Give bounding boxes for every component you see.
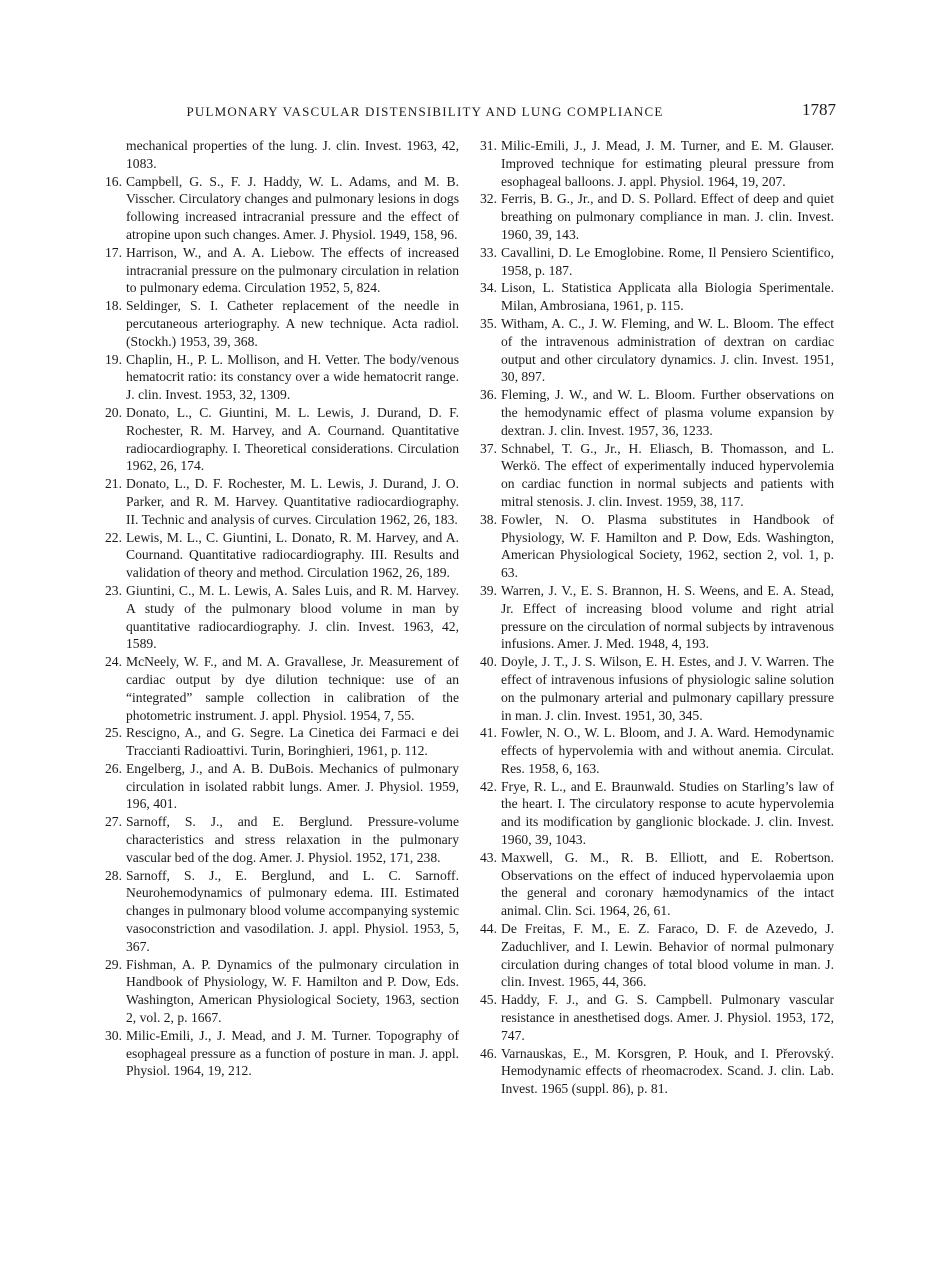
reference-text: Lewis, M. L., C. Giuntini, L. Donato, R. M. Harvey, and A. Cournand. Quantitative radiocardiography. III. Results and validation of theory and method. Circulation 1962, 26, 189. bbox=[126, 529, 459, 581]
reference-number: 22. bbox=[105, 529, 122, 545]
reference-item bbox=[104, 653, 459, 724]
reference-number: 40. bbox=[480, 654, 497, 670]
reference-item bbox=[104, 404, 459, 475]
reference-item bbox=[479, 190, 834, 243]
reference-text: Campbell, G. S., F. J. Haddy, W. L. Adams, and M. B. Visscher. Circulatory changes and pulmonary lesions in dogs following increased intracranial pressure and the effect of atropine upon such changes. Amer. J. Physiol. 1949, 158, 96. bbox=[126, 173, 459, 242]
reference-text: Ferris, B. G., Jr., and D. S. Pollard. Effect of deep and quiet breathing on pulmonary compliance in man. J. clin. Invest. 1960, 39, 143. bbox=[501, 191, 834, 242]
reference-text: Fleming, J. W., and W. L. Bloom. Further observations on the hemodynamic effect of plasma volume expansion by dextran. J. clin. Invest. 1957, 36, 1233. bbox=[501, 387, 834, 438]
reference-text: Fishman, A. P. Dynamics of the pulmonary circulation in Handbook of Physiology, W. F. Hamilton and P. Dow, Eds. Washington, American Physiological Society, 1963, section 2, vol. 2, p. 1667. bbox=[126, 956, 459, 1026]
reference-text: Giuntini, C., M. L. Lewis, A. Sales Luis, and R. M. Harvey. A study of the pulmonary blood volume in man by quantitative radiocardiography. J. clin. Invest. 1963, 42, 1589. bbox=[126, 582, 459, 652]
reference-item bbox=[479, 315, 834, 386]
page-header bbox=[104, 100, 836, 124]
reference-text: Doyle, J. T., J. S. Wilson, E. H. Estes, and J. V. Warren. The effect of intravenous infusions of physiologic saline solution on the pulmonary arterial and pulmonary capillary pressure in man. J. clin. Invest. 1951, 30, 345. bbox=[501, 654, 834, 723]
reference-item bbox=[479, 279, 834, 315]
running-title: PULMONARY VASCULAR DISTENSIBILITY AND LUNG COMPLIANCE bbox=[186, 104, 664, 119]
reference-item bbox=[104, 867, 459, 956]
reference-number: 31. bbox=[480, 138, 497, 153]
reference-item bbox=[104, 173, 459, 244]
reference-text: Seldinger, S. I. Catheter replacement of the needle in percutaneous arteriography. A new technique. Acta radiol. (Stockh.) 1953, 39, 368. bbox=[126, 298, 459, 349]
reference-number: 27. bbox=[105, 814, 122, 830]
reference-number: 29. bbox=[105, 956, 122, 972]
reference-item bbox=[104, 297, 459, 350]
reference-text: Sarnoff, S. J., E. Berglund, and L. C. Sarnoff. Neurohemodynamics of pulmonary edema. III. Estimated changes in pulmonary blood volume accompanying systemic vasoconstriction and vasodilation. J. appl. Physiol. 1953, 5, 367. bbox=[126, 867, 459, 954]
reference-number: 42. bbox=[480, 778, 497, 794]
reference-number: 24. bbox=[105, 654, 122, 670]
reference-text: Chaplin, H., P. L. Mollison, and H. Vetter. The body/venous hematocrit ratio: its constancy over a wide hematocrit range. J. clin. Invest. 1953, 32, 1309. bbox=[126, 351, 459, 403]
reference-number: 20. bbox=[105, 404, 122, 420]
reference-item bbox=[479, 511, 834, 582]
reference-item bbox=[479, 653, 834, 724]
reference-text: Lison, L. Statistica Applicata alla Biologia Sperimentale. Milan, Ambrosiana, 1961, p. 115. bbox=[501, 280, 834, 314]
reference-text: Warren, J. V., E. S. Brannon, H. S. Weens, and E. A. Stead, Jr. Effect of increasing blood volume and right atrial pressure on the circulation of normal subjects by intravenous infusions. Amer. J. Med. 1948, 4, 193. bbox=[501, 582, 834, 652]
reference-number: 35. bbox=[480, 315, 497, 331]
reference-number: 32. bbox=[480, 191, 497, 207]
reference-item bbox=[104, 244, 459, 297]
reference-number: 30. bbox=[105, 1027, 122, 1043]
reference-item bbox=[479, 244, 834, 280]
reference-item bbox=[104, 724, 459, 760]
reference-item bbox=[479, 440, 834, 511]
reference-number: 23. bbox=[105, 582, 122, 598]
reference-text: Sarnoff, S. J., and E. Berglund. Pressure-volume characteristics and stress relaxation in the pulmonary vascular bed of the dog. Amer. J. Physiol. 1952, 171, 238. bbox=[126, 814, 459, 865]
reference-number: 18. bbox=[105, 298, 122, 314]
reference-text: Milic-Emili, J., J. Mead, J. M. Turner, and E. M. Glauser. Improved technique for estimating pleural pressure from esophageal balloons. J. appl. Physiol. 1964, 19, 207. bbox=[501, 138, 834, 189]
right-reference-column bbox=[479, 137, 834, 1098]
reference-number: 45. bbox=[480, 992, 497, 1008]
reference-number: 38. bbox=[480, 511, 497, 527]
reference-number: 21. bbox=[105, 476, 122, 492]
reference-number: 25. bbox=[105, 725, 122, 741]
reference-text: Varnauskas, E., M. Korsgren, P. Houk, and I. Přerovský. Hemodynamic effects of rheomacrodex. Scand. J. clin. Lab. Invest. 1965 (suppl. 86), p. 81. bbox=[501, 1045, 834, 1097]
reference-text: Donato, L., C. Giuntini, M. L. Lewis, J. Durand, D. F. Rochester, R. M. Harvey, and A. Cournand. Quantitative radiocardiography. I. Theoretical considerations. Circulation 1962, 26, 174. bbox=[126, 404, 459, 474]
reference-item bbox=[479, 137, 834, 190]
reference-number: 26. bbox=[105, 760, 122, 776]
reference-text: Cavallini, D. Le Emoglobine. Rome, Il Pensiero Scientifico, 1958, p. 187. bbox=[501, 244, 834, 278]
reference-item bbox=[479, 724, 834, 777]
reference-text: Harrison, W., and A. A. Liebow. The effects of increased intracranial pressure on the pulmonary circulation in relation to pulmonary edema. Circulation 1952, 5, 824. bbox=[126, 244, 459, 296]
reference-item bbox=[104, 1027, 459, 1080]
reference-number: 19. bbox=[105, 351, 122, 367]
reference-number: 33. bbox=[480, 244, 497, 260]
page-number: 1787 bbox=[802, 100, 836, 119]
reference-number: 17. bbox=[105, 244, 122, 260]
reference-text: Engelberg, J., and A. B. DuBois. Mechanics of pulmonary circulation in isolated rabbit lungs. Amer. J. Physiol. 1959, 196, 401. bbox=[126, 760, 459, 812]
reference-item bbox=[479, 778, 834, 849]
reference-item bbox=[479, 582, 834, 653]
left-reference-column bbox=[104, 137, 459, 1080]
reference-text: De Freitas, F. M., E. Z. Faraco, D. F. de Azevedo, J. Zaduchliver, and I. Lewin. Behavior of normal pulmonary circulation during changes of total blood volume in man. J. clin. Invest. 1965, 44, 366. bbox=[501, 921, 834, 990]
reference-text: Schnabel, T. G., Jr., H. Eliasch, B. Thomasson, and L. Werkö. The effect of experimentally induced hypervolemia on cardiac function in normal subjects and patients with mitral stenosis. J. clin. Invest. 1959, 38, 117. bbox=[501, 440, 834, 509]
reference-number: 37. bbox=[480, 440, 497, 456]
reference-text: Milic-Emili, J., J. Mead, and J. M. Turner. Topography of esophageal pressure as a function of posture in man. J. appl. Physiol. 1964, 19, 212. bbox=[126, 1027, 459, 1079]
reference-item bbox=[104, 529, 459, 582]
reference-item bbox=[479, 991, 834, 1044]
reference-item bbox=[479, 920, 834, 991]
reference-continuation: mechanical properties of the lung. J. clin. Invest. 1963, 42, 1083. bbox=[126, 138, 459, 171]
reference-item bbox=[104, 760, 459, 813]
reference-number: 41. bbox=[480, 725, 497, 741]
reference-item bbox=[104, 813, 459, 866]
reference-text: Fowler, N. O. Plasma substitutes in Handbook of Physiology, W. F. Hamilton and P. Dow, Eds. Washington, American Physiological Society, 1962, section 2, vol. 1, p. 63. bbox=[501, 511, 834, 581]
reference-item bbox=[479, 849, 834, 920]
reference-text: McNeely, W. F., and M. A. Gravallese, Jr. Measurement of cardiac output by dye dilution technique: use of an “integrated” sample collection in calibration of the photometric instrument. J. appl. Physiol. 1954, 7, 55. bbox=[126, 654, 459, 723]
reference-number: 43. bbox=[480, 849, 497, 865]
reference-number: 44. bbox=[480, 921, 497, 937]
reference-text: Maxwell, G. M., R. B. Elliott, and E. Robertson. Observations on the effect of induced hypervolaemia upon the general and coronary hæmodynamics of the intact animal. Clin. Sci. 1964, 26, 61. bbox=[501, 849, 834, 919]
reference-item bbox=[104, 582, 459, 653]
reference-item bbox=[479, 386, 834, 439]
reference-text: Witham, A. C., J. W. Fleming, and W. L. Bloom. The effect of the intravenous administration of dextran on cardiac output and other circulatory dynamics. J. clin. Invest. 1951, 30, 897. bbox=[501, 315, 834, 385]
reference-text: Donato, L., D. F. Rochester, M. L. Lewis, J. Durand, J. O. Parker, and R. M. Harvey. Quantitative radiocardiography. II. Technic and analysis of curves. Circulation 1962, 26, 183. bbox=[126, 476, 459, 527]
reference-text: Rescigno, A., and G. Segre. La Cinetica dei Farmaci e dei Traccianti Radioattivi. Turin, Boringhieri, 1961, p. 112. bbox=[126, 725, 459, 759]
reference-number: 46. bbox=[480, 1045, 497, 1061]
reference-text: Fowler, N. O., W. L. Bloom, and J. A. Ward. Hemodynamic effects of hypervolemia with and without anemia. Circulat. Res. 1958, 6, 163. bbox=[501, 725, 834, 776]
reference-number: 28. bbox=[105, 867, 122, 883]
reference-number: 39. bbox=[480, 582, 497, 598]
reference-item bbox=[479, 1045, 834, 1098]
reference-item bbox=[104, 475, 459, 528]
reference-number: 34. bbox=[480, 280, 497, 296]
reference-item bbox=[104, 351, 459, 404]
reference-text: Frye, R. L., and E. Braunwald. Studies on Starling’s law of the heart. I. The circulatory response to acute hypervolemia and its modification by ganglionic blockade. J. clin. Invest. 1960, 39, 1043. bbox=[501, 778, 834, 848]
reference-item bbox=[104, 956, 459, 1027]
reference-number: 16. bbox=[105, 173, 122, 189]
reference-number: 36. bbox=[480, 387, 497, 403]
reference-text: Haddy, F. J., and G. S. Campbell. Pulmonary vascular resistance in anesthetised dogs. Amer. J. Physiol. 1953, 172, 747. bbox=[501, 992, 834, 1043]
